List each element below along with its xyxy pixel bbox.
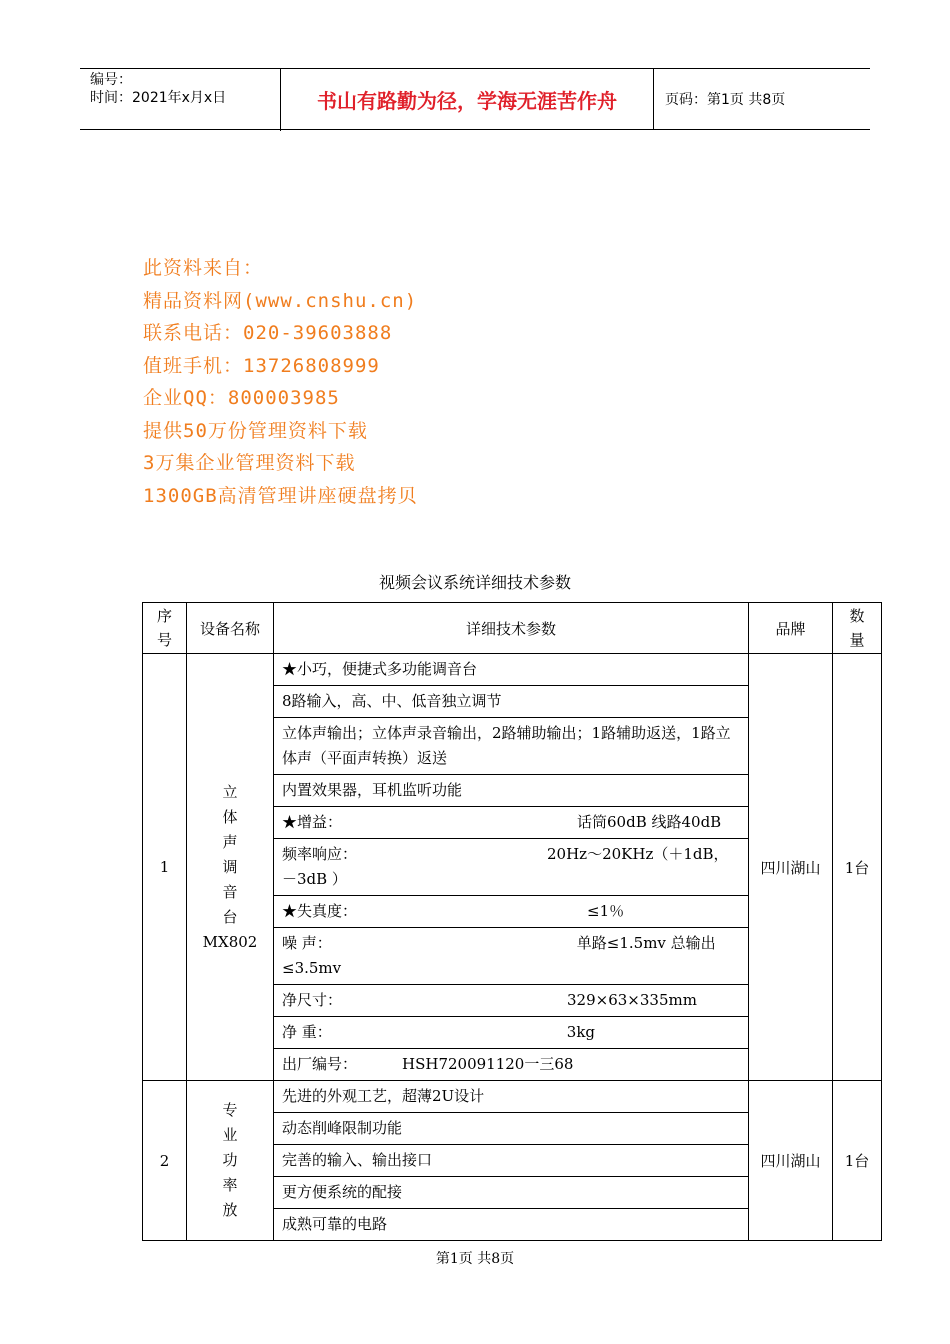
info-line: 值班手机：13726808999 [143,354,380,377]
param-line [274,1113,748,1145]
param-line [274,1145,748,1177]
param-label: ★失真度： [282,902,358,920]
name-char: 体 [222,807,238,826]
param-label: 净 重： [282,1023,332,1041]
table-row [143,1081,882,1241]
param-label: ★小巧，便捷式多功能调音台 [282,660,478,678]
device-model: MX802 [202,932,258,951]
spec-table [142,602,882,1241]
header-qty-text: 数量 [849,607,865,649]
header-qty [833,603,882,654]
param-value: 329×63×335mm [567,991,697,1009]
param-label: 先进的外观工艺，超薄2U设计 [282,1087,485,1105]
param-value: 单路≤1.5mv 总输出≤3.5mv [282,934,716,977]
name-char: 业 [222,1126,238,1144]
param-line [274,1017,748,1049]
param-line [274,718,748,775]
row-qty: 1台 [833,654,882,1081]
param-line [274,928,748,985]
row-brand: 四川湖山 [749,654,833,1081]
source-info [143,252,418,512]
row-qty: 1台 [833,1081,882,1241]
info-line: 精品资料网(www.cnshu.cn) [143,289,418,312]
params-cell [274,654,749,1081]
header-motto: 书山有路勤为径，学海无涯苦作舟 [281,69,654,129]
params-list [274,654,748,1080]
name-char: 功 [222,1151,238,1169]
info-line: 3万集企业管理资料下载 [143,452,356,474]
name-char: 率 [222,1176,238,1194]
document-title: 视频会议系统详细技术参数 [378,573,571,592]
param-label: 动态削峰限制功能 [282,1119,403,1137]
name-char: 台 [222,907,238,926]
param-label: 净尺寸： [282,991,343,1009]
param-label: 频率响应： [282,845,358,863]
param-label: 成熟可靠的电路 [282,1215,388,1233]
device-name [187,654,274,1081]
device-name [187,1081,274,1241]
header-seq [143,603,187,654]
row-seq: 1 [143,654,187,1081]
param-label: 噪 声： [282,934,332,952]
param-value: HSH720091120一三68 [402,1055,574,1073]
info-line: 联系电话：020-39603888 [143,322,393,344]
param-line [274,654,748,686]
param-line [274,1049,748,1081]
header-name: 设备名称 [187,603,274,654]
header-brand: 品牌 [749,603,833,654]
param-label: 更方便系统的配接 [282,1183,403,1201]
param-line [274,1209,748,1241]
param-label: 出厂编号： [282,1055,358,1073]
name-char: 音 [222,882,238,901]
param-label: 立体声输出；立体声录音输出，2路辅助输出；1路辅助返送，1路立体声（平面声转换）返送 [282,724,731,767]
param-label: 完善的输入、输出接口 [282,1151,433,1169]
param-line [274,1081,748,1113]
params-list [274,1081,748,1240]
param-line [274,985,748,1017]
info-line: 此资料来自： [143,257,264,279]
table-row [143,654,882,1081]
name-char: 立 [222,782,238,801]
param-value: ≤1％ [587,902,625,920]
row-brand: 四川湖山 [749,1081,833,1241]
header-params: 详细技术参数 [274,603,749,654]
param-line [274,686,748,718]
param-line [274,896,748,928]
header-meta [80,69,281,131]
serial-label: 编号： [90,72,132,88]
page-header [80,68,870,130]
page-footer: 第1页 共8页 [435,1251,515,1267]
param-value: 话筒60dB 线路40dB [577,813,722,831]
info-line: 企业QQ：800003985 [143,387,340,409]
time-label: 时间：2021年x月x日 [90,90,227,106]
info-line: 1300GB高清管理讲座硬盘拷贝 [143,484,418,507]
param-line [274,839,748,896]
param-line [274,807,748,839]
param-line [274,775,748,807]
param-value: 20Hz～20KHz（＋1dB，－3dB ） [282,845,729,888]
header-seq-text: 序号 [156,607,172,649]
param-value: 3kg [566,1023,596,1041]
header-page-number: 页码：第1页 共8页 [665,92,786,108]
name-char: 放 [222,1201,238,1219]
name-char: 调 [222,857,238,876]
param-label: 8路输入，高、中、低音独立调节 [282,692,502,710]
params-cell [274,1081,749,1241]
table-header-row [143,603,882,654]
name-char: 专 [222,1101,238,1119]
name-char: 声 [222,832,238,851]
param-line [274,1177,748,1209]
param-label: ★增益： [282,813,343,831]
param-label: 内置效果器，耳机监听功能 [282,781,463,799]
row-seq: 2 [143,1081,187,1241]
info-line: 提供50万份管理资料下载 [143,419,368,442]
